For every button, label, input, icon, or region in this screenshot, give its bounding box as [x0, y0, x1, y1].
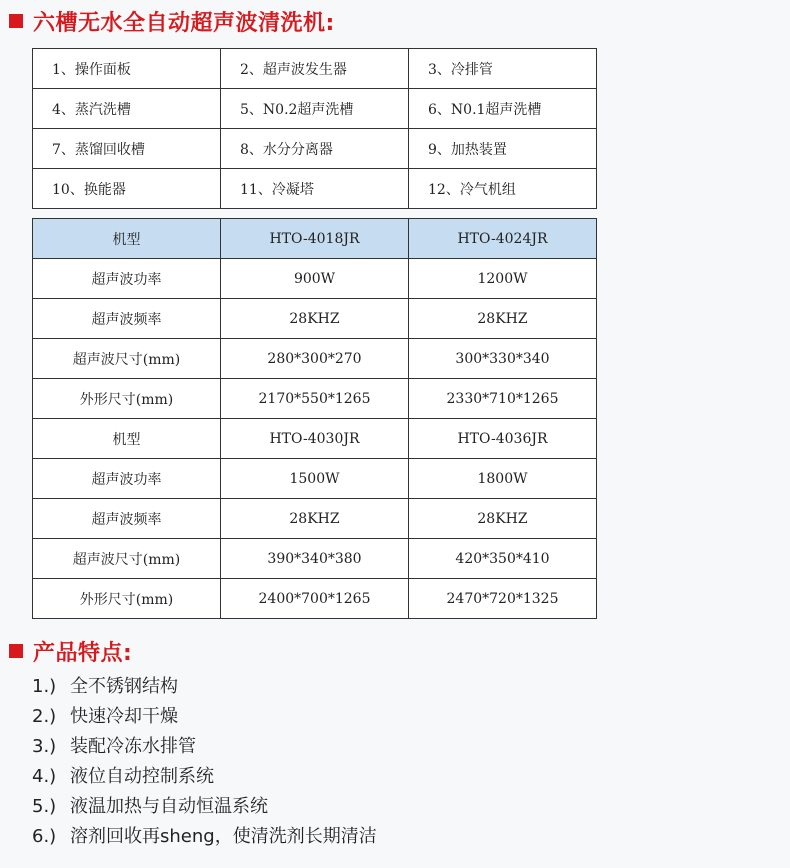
feature-text: 液位自动控制系统	[70, 766, 214, 787]
feature-number: 5.)	[32, 796, 57, 817]
spec-value-cell: 28KHZ	[221, 299, 409, 339]
section-title-features	[9, 634, 132, 668]
table-row	[33, 499, 597, 539]
spec-label-cell: 机型	[33, 219, 221, 259]
spec-table	[32, 218, 597, 619]
feature-number: 2.)	[32, 706, 57, 727]
section-title-text: 六槽无水全自动超声波清洗机:	[33, 10, 335, 36]
spec-value-cell: 300*330*340	[409, 339, 597, 379]
part-cell: 10、换能器	[33, 169, 221, 209]
part-cell: 9、加热装置	[409, 129, 597, 169]
spec-value-cell: HTO-4036JR	[409, 419, 597, 459]
spec-value-cell: HTO-4030JR	[221, 419, 409, 459]
feature-list	[32, 672, 377, 852]
spec-value-cell: 2470*720*1325	[409, 579, 597, 619]
table-row	[33, 49, 597, 89]
spec-label-cell: 超声波频率	[33, 499, 221, 539]
list-item	[32, 702, 377, 732]
feature-text: 快速冷却干燥	[70, 706, 178, 727]
part-cell: 8、水分分离器	[221, 129, 409, 169]
square-bullet-icon	[9, 14, 23, 28]
table-row	[33, 339, 597, 379]
spec-value-cell: 1200W	[409, 259, 597, 299]
list-item	[32, 822, 377, 852]
spec-value-cell: 390*340*380	[221, 539, 409, 579]
feature-number: 4.)	[32, 766, 57, 787]
spec-label-cell: 超声波频率	[33, 299, 221, 339]
spec-value-cell: 28KHZ	[409, 299, 597, 339]
spec-value-cell: 1500W	[221, 459, 409, 499]
table-row	[33, 259, 597, 299]
section-title-machine	[9, 4, 335, 38]
table-row	[33, 379, 597, 419]
feature-text: 液温加热与自动恒温系统	[70, 796, 268, 817]
spec-value-cell: 1800W	[409, 459, 597, 499]
list-item	[32, 672, 377, 702]
spec-label-cell: 外形尺寸(mm)	[33, 579, 221, 619]
part-cell: 7、蒸馏回收槽	[33, 129, 221, 169]
table-row	[33, 169, 597, 209]
part-cell: 12、冷气机组	[409, 169, 597, 209]
spec-label-cell: 机型	[33, 419, 221, 459]
table-row	[33, 459, 597, 499]
table-header-row	[33, 219, 597, 259]
spec-label-cell: 超声波功率	[33, 259, 221, 299]
spec-label-cell: 超声波尺寸(mm)	[33, 539, 221, 579]
feature-text: 溶剂回收再sheng，使清洗剂长期清洁	[70, 826, 377, 847]
list-item	[32, 792, 377, 822]
list-item	[32, 732, 377, 762]
spec-value-cell: 280*300*270	[221, 339, 409, 379]
part-cell: 3、冷排管	[409, 49, 597, 89]
spec-value-cell: HTO-4024JR	[409, 219, 597, 259]
table-row	[33, 539, 597, 579]
spec-value-cell: 420*350*410	[409, 539, 597, 579]
spec-value-cell: 28KHZ	[221, 499, 409, 539]
list-item	[32, 762, 377, 792]
part-cell: 6、N0.1超声洗槽	[409, 89, 597, 129]
spec-value-cell: 2400*700*1265	[221, 579, 409, 619]
part-cell: 5、N0.2超声洗槽	[221, 89, 409, 129]
spec-value-cell: 28KHZ	[409, 499, 597, 539]
spec-value-cell: 900W	[221, 259, 409, 299]
table-row	[33, 299, 597, 339]
feature-number: 1.)	[32, 676, 57, 697]
spec-label-cell: 超声波功率	[33, 459, 221, 499]
square-bullet-icon	[9, 644, 23, 658]
feature-text: 全不锈钢结构	[70, 676, 178, 697]
part-cell: 11、冷凝塔	[221, 169, 409, 209]
spec-label-cell: 超声波尺寸(mm)	[33, 339, 221, 379]
feature-text: 装配冷冻水排管	[70, 736, 196, 757]
feature-number: 3.)	[32, 736, 57, 757]
parts-table	[32, 48, 597, 209]
part-cell: 2、超声波发生器	[221, 49, 409, 89]
table-row	[33, 419, 597, 459]
spec-value-cell: 2170*550*1265	[221, 379, 409, 419]
feature-number: 6.)	[32, 826, 57, 847]
spec-label-cell: 外形尺寸(mm)	[33, 379, 221, 419]
part-cell: 1、操作面板	[33, 49, 221, 89]
spec-value-cell: 2330*710*1265	[409, 379, 597, 419]
spec-value-cell: HTO-4018JR	[221, 219, 409, 259]
part-cell: 4、蒸汽洗槽	[33, 89, 221, 129]
table-row	[33, 579, 597, 619]
section-title-text: 产品特点:	[33, 640, 133, 666]
table-row	[33, 129, 597, 169]
table-row	[33, 89, 597, 129]
